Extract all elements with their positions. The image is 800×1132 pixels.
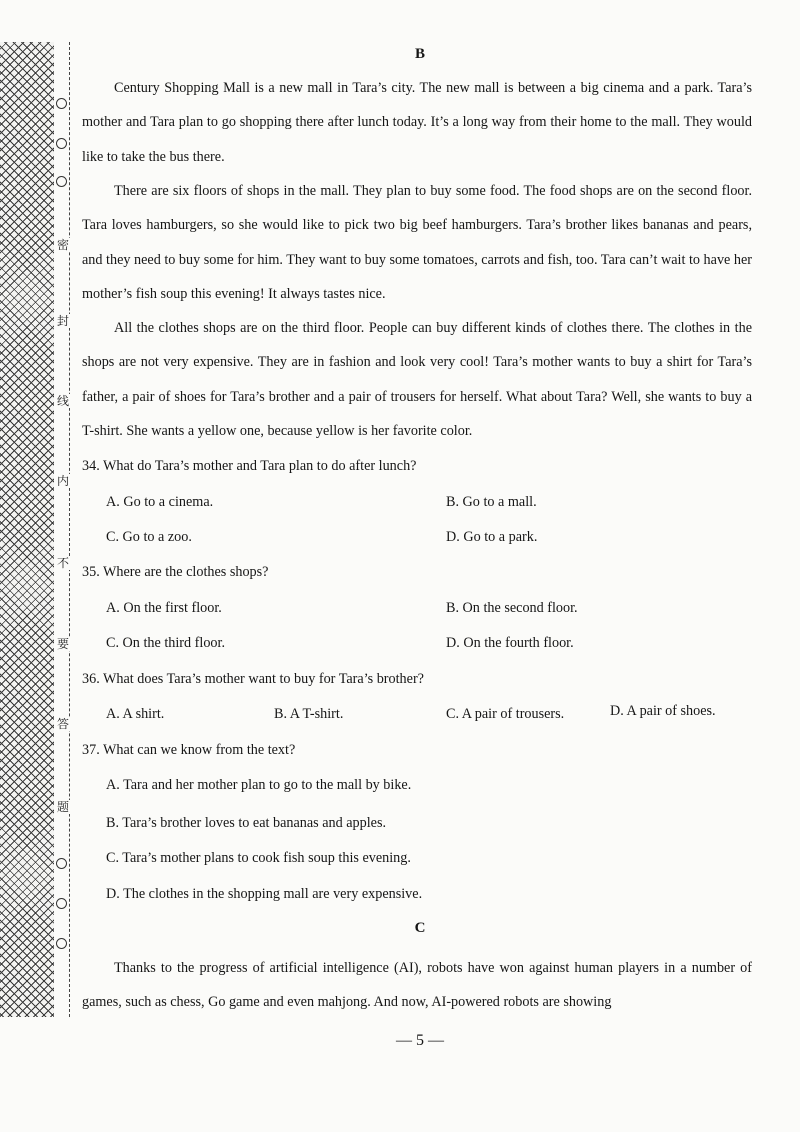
page-number: — 5 — <box>396 1032 444 1049</box>
seal-circle <box>56 138 67 149</box>
seal-char: 题 <box>56 800 69 814</box>
answer-option: B. Tara’s brother loves to eat bananas and apples. <box>106 815 387 831</box>
seal-char: 不 <box>56 556 69 570</box>
answer-option: C. A pair of trousers. <box>446 706 565 722</box>
question-stem: 35. Where are the clothes shops? <box>82 564 269 580</box>
passage-paragraph: Century Shopping Mall is a new mall in Tara’s city. The new mall is between a big cinema and a park. Tara’s mother and Tara plan to go shopping there after lunch today. It’s a long way from their home to the mall. They would like to take the bus there. <box>82 80 752 165</box>
section-b-title: B <box>414 46 425 62</box>
question-stem: 37. What can we know from the text? <box>82 742 296 758</box>
answer-option: B. On the second floor. <box>446 600 578 616</box>
seal-char: 答 <box>56 717 69 731</box>
answer-option: A. Go to a cinema. <box>106 494 214 510</box>
seal-char: 密 <box>56 238 69 252</box>
passage-paragraph: There are six floors of shops in the mall. They plan to buy some food. The food shops are on the second floor. Tara loves hamburgers, so she would like to pick two big beef hamburgers. Tara’s brother likes bananas and pears, and they need to buy some for him. They want to buy some tomatoes, carrots and fish, too. Tara can’t wait to have her mother’s fish soup this evening! It always tastes nice. <box>82 183 752 302</box>
seal-char: 线 <box>56 394 69 408</box>
section-c-title: C <box>414 920 426 936</box>
answer-option: C. Go to a zoo. <box>106 529 192 545</box>
answer-option: D. A pair of shoes. <box>610 703 716 719</box>
answer-option: B. A T-shirt. <box>274 706 344 722</box>
seal-char: 封 <box>56 314 69 328</box>
seal-dashed-line <box>69 42 70 1017</box>
answer-option: A. On the first floor. <box>106 600 222 616</box>
question-stem: 34. What do Tara’s mother and Tara plan to do after lunch? <box>82 458 417 474</box>
answer-option: C. On the third floor. <box>106 635 226 651</box>
seal-circle <box>56 176 67 187</box>
answer-option: A. Tara and her mother plan to go to the mall by bike. <box>106 777 412 793</box>
answer-option: C. Tara’s mother plans to cook fish soup this evening. <box>106 850 411 866</box>
answer-option: D. Go to a park. <box>446 529 538 545</box>
passage-paragraph: All the clothes shops are on the third floor. People can buy different kinds of clothes there. The clothes in the shops are not very expensive. They are in fashion and look very cool! Tara’s mother wants to buy a shirt for Tara’s father, a pair of shoes for Tara’s brother and a pair of trousers for herself. What about Tara? Well, she wants to buy a T-shirt. She wants a yellow one, because yellow is her favorite color. <box>82 320 752 439</box>
answer-option: A. A shirt. <box>106 706 165 722</box>
answer-option: D. On the fourth floor. <box>446 635 574 651</box>
answer-option: D. The clothes in the shopping mall are very expensive. <box>106 886 423 902</box>
binding-margin-pattern <box>0 42 54 1017</box>
seal-circle <box>56 938 67 949</box>
question-stem: 36. What does Tara’s mother want to buy for Tara’s brother? <box>82 671 424 687</box>
seal-char: 内 <box>56 474 69 488</box>
seal-circle <box>56 98 67 109</box>
seal-circle <box>56 898 67 909</box>
seal-char: 要 <box>56 637 69 651</box>
seal-circle <box>56 858 67 869</box>
passage-paragraph: Thanks to the progress of artificial intelligence (AI), robots have won against human players in a number of games, such as chess, Go game and even mahjong. And now, AI-powered robots are showing <box>82 960 752 1011</box>
answer-option: B. Go to a mall. <box>446 494 537 510</box>
